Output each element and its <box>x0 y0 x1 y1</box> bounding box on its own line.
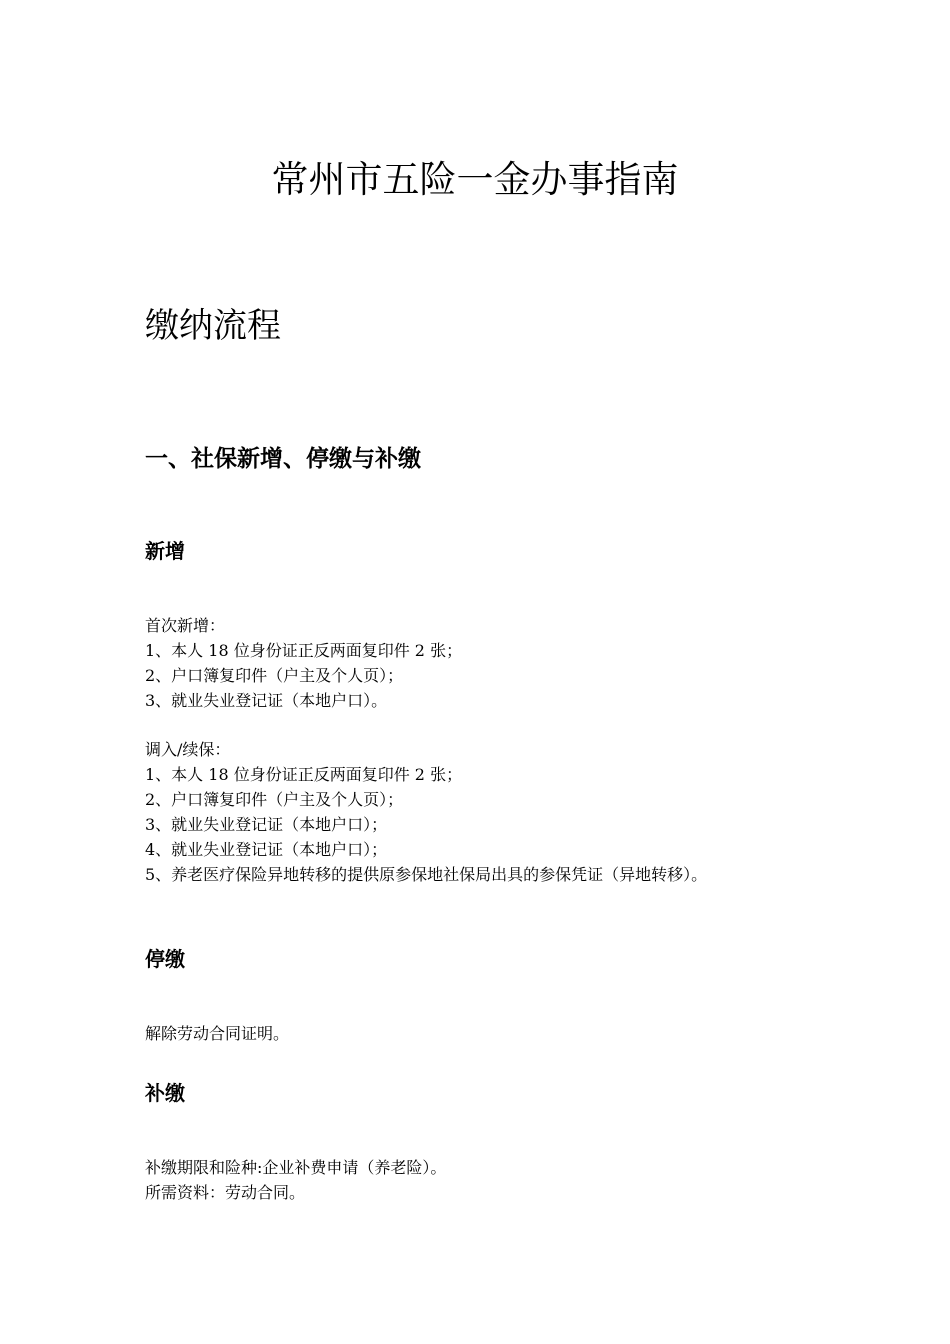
subsection-heading: 一、社保新增、停缴与补缴 <box>145 446 421 472</box>
list-item: 2、户口簿复印件（户主及个人页）； <box>145 666 404 685</box>
list-item: 1、本人 18 位身份证正反两面复印件 2 张； <box>145 641 463 660</box>
first-enrollment-block <box>145 613 845 713</box>
list-item: 5、养老医疗保险异地转移的提供原参保地社保局出具的参保凭证（异地转移）。 <box>145 865 708 884</box>
stop-payment-block <box>145 1021 845 1046</box>
list-item: 2、户口簿复印件（户主及个人页）； <box>145 790 404 809</box>
list-item: 4、就业失业登记证（本地户口）； <box>145 840 388 859</box>
first-enrollment-label: 首次新增： <box>145 616 226 635</box>
heading-bujiao: 补缴 <box>145 1081 185 1105</box>
list-item: 1、本人 18 位身份证正反两面复印件 2 张； <box>145 765 463 784</box>
transfer-label: 调入/续保： <box>145 740 231 759</box>
section-heading: 缴纳流程 <box>145 306 281 346</box>
heading-xinzeng: 新增 <box>145 539 185 563</box>
stop-payment-text: 解除劳动合同证明。 <box>145 1024 290 1043</box>
heading-tingjiao: 停缴 <box>145 947 185 971</box>
back-payment-block <box>145 1155 845 1205</box>
back-payment-line: 所需资料：劳动合同。 <box>145 1183 306 1202</box>
list-item: 3、就业失业登记证（本地户口）； <box>145 815 388 834</box>
list-item: 3、就业失业登记证（本地户口）。 <box>145 691 388 710</box>
back-payment-line: 补缴期限和险种:企业补费申请（养老险）。 <box>145 1158 447 1177</box>
transfer-block <box>145 737 845 887</box>
document-title: 常州市五险一金办事指南 <box>271 158 679 201</box>
